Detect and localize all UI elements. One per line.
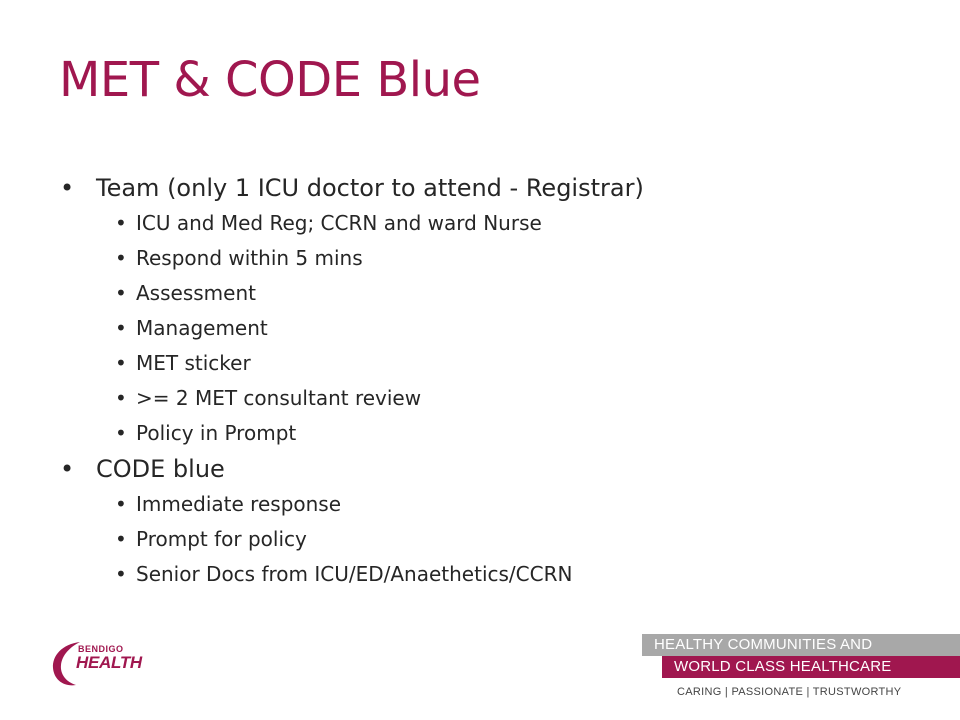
tagline-values: CARING | PASSIONATE | TRUSTWORTHY <box>677 686 902 698</box>
bullet-icon: • <box>115 246 127 270</box>
bullet-icon: • <box>60 174 75 202</box>
sub-bullet-text: Respond within 5 mins <box>136 246 363 270</box>
bullet-icon: • <box>115 562 127 586</box>
bendigo-health-logo <box>50 634 170 694</box>
sub-bullet-item <box>60 416 920 451</box>
bullet-icon: • <box>115 281 127 305</box>
bullet-item-team <box>60 170 920 206</box>
tagline-banner-top <box>642 634 960 656</box>
logo-text-health: HEALTH <box>76 653 142 672</box>
bullet-item-code-blue <box>60 451 920 487</box>
sub-bullet-item <box>60 381 920 416</box>
sub-bullet-text: Senior Docs from ICU/ED/Anaethetics/CCRN <box>136 562 573 586</box>
tagline-line2: WORLD CLASS HEALTHCARE <box>674 658 892 675</box>
tagline-line1: HEALTHY COMMUNITIES AND <box>654 636 873 653</box>
sub-bullet-text: Immediate response <box>136 492 342 516</box>
logo-text-bendigo: BENDIGO <box>78 644 124 654</box>
bullet-icon: • <box>115 211 127 235</box>
sub-bullet-item <box>60 241 920 276</box>
sub-bullet-text: ICU and Med Reg; CCRN and ward Nurse <box>136 211 542 235</box>
bullet-list <box>60 170 920 592</box>
slide-title: MET & CODE Blue <box>59 52 481 108</box>
sub-bullet-text: >= 2 MET consultant review <box>136 386 422 410</box>
bullet-icon: • <box>115 386 127 410</box>
sub-bullet-item <box>60 206 920 241</box>
sub-bullet-text: MET sticker <box>136 351 251 375</box>
bullet-icon: • <box>115 351 127 375</box>
bullet-text: Team (only 1 ICU doctor to attend - Registrar) <box>96 174 644 202</box>
bullet-icon: • <box>60 455 75 483</box>
bullet-icon: • <box>115 527 127 551</box>
sub-bullet-item <box>60 557 920 592</box>
sub-bullet-text: Policy in Prompt <box>136 421 297 445</box>
tagline-banner-bottom <box>662 656 960 678</box>
sub-bullet-text: Assessment <box>136 281 256 305</box>
sub-bullet-item <box>60 311 920 346</box>
sub-bullet-item <box>60 346 920 381</box>
bullet-icon: • <box>115 421 127 445</box>
sub-bullet-text: Prompt for policy <box>136 527 307 551</box>
bullet-icon: • <box>115 492 127 516</box>
sub-bullet-item <box>60 487 920 522</box>
bullet-text: CODE blue <box>96 455 225 483</box>
sub-bullet-item <box>60 276 920 311</box>
bullet-icon: • <box>115 316 127 340</box>
sub-bullet-item <box>60 522 920 557</box>
sub-bullet-text: Management <box>136 316 268 340</box>
